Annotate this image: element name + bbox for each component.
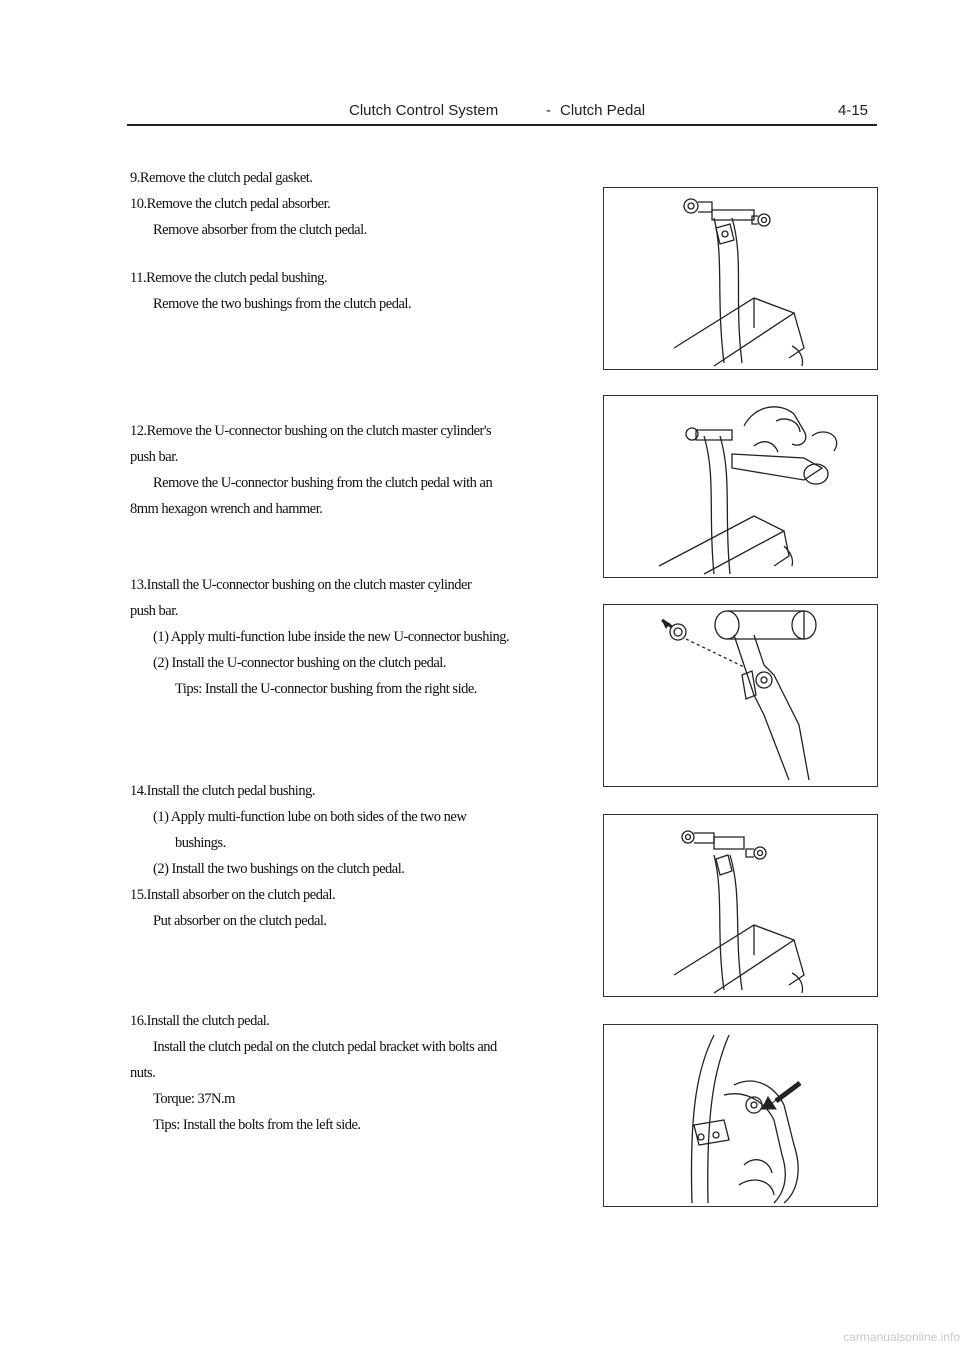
topic-title: Clutch Pedal	[560, 102, 646, 119]
figure-u-connector-install	[603, 604, 878, 787]
step-11: 11.Remove the clutch pedal bushing.	[130, 270, 327, 286]
step-13: 13.Install the U-connector bushing on the clutch master cylinder	[130, 577, 472, 593]
step-16-detail: Install the clutch pedal on the clutch pedal bracket with bolts and	[153, 1039, 497, 1055]
step-14-sub2: (2) Install the two bushings on the clutch pedal.	[153, 861, 405, 877]
step-16-torque: Torque: 37N.m	[153, 1091, 235, 1107]
clutch-pedal-illustration	[604, 815, 877, 996]
step-16: 16.Install the clutch pedal.	[130, 1013, 270, 1029]
step-12-detail: Remove the U-connector bushing from the clutch pedal with an	[153, 475, 493, 491]
step-13-tip: Tips: Install the U-connector bushing from the right side.	[175, 681, 477, 697]
footer-watermark: carmanualsonline.info	[843, 1330, 960, 1344]
step-16-detail-line2: nuts.	[130, 1065, 156, 1081]
step-13-line2: push bar.	[130, 603, 178, 619]
step-16-tip: Tips: Install the bolts from the left side.	[153, 1117, 361, 1133]
figure-u-connector-removal	[603, 395, 878, 578]
step-15: 15.Install absorber on the clutch pedal.	[130, 887, 336, 903]
step-14-sub1-line2: bushings.	[175, 835, 226, 851]
section-title: Clutch Control System	[349, 102, 499, 119]
page-number: 4-15	[838, 102, 869, 119]
figure-pedal-install	[603, 1024, 878, 1207]
step-12-detail-line2: 8mm hexagon wrench and hammer.	[130, 501, 323, 517]
figure-pedal-bushings-removal	[603, 187, 878, 370]
title-separator: -	[546, 102, 551, 119]
pedal-bushing-closeup-illustration	[604, 605, 877, 786]
step-12-line2: push bar.	[130, 449, 178, 465]
step-10: 10.Remove the clutch pedal absorber.	[130, 196, 331, 212]
step-11-detail: Remove the two bushings from the clutch pedal.	[153, 296, 412, 312]
pedal-bracket-bolt-illustration	[604, 1025, 877, 1206]
clutch-pedal-illustration	[604, 188, 877, 369]
step-14: 14.Install the clutch pedal bushing.	[130, 783, 315, 799]
step-15-detail: Put absorber on the clutch pedal.	[153, 913, 327, 929]
step-9: 9.Remove the clutch pedal gasket.	[130, 170, 313, 186]
hand-wrench-illustration	[604, 396, 877, 577]
arrow-icon	[776, 1083, 800, 1101]
header-rule	[127, 124, 877, 126]
step-12: 12.Remove the U-connector bushing on the clutch master cylinder's	[130, 423, 492, 439]
step-14-sub1: (1) Apply multi-function lube on both sides of the two new	[153, 809, 467, 825]
figure-bushings-install	[603, 814, 878, 997]
step-13-sub2: (2) Install the U-connector bushing on the clutch pedal.	[153, 655, 446, 671]
page-header	[0, 0, 960, 130]
step-13-sub1: (1) Apply multi-function lube inside the new U-connector bushing.	[153, 629, 510, 645]
step-10-detail: Remove absorber from the clutch pedal.	[153, 222, 367, 238]
